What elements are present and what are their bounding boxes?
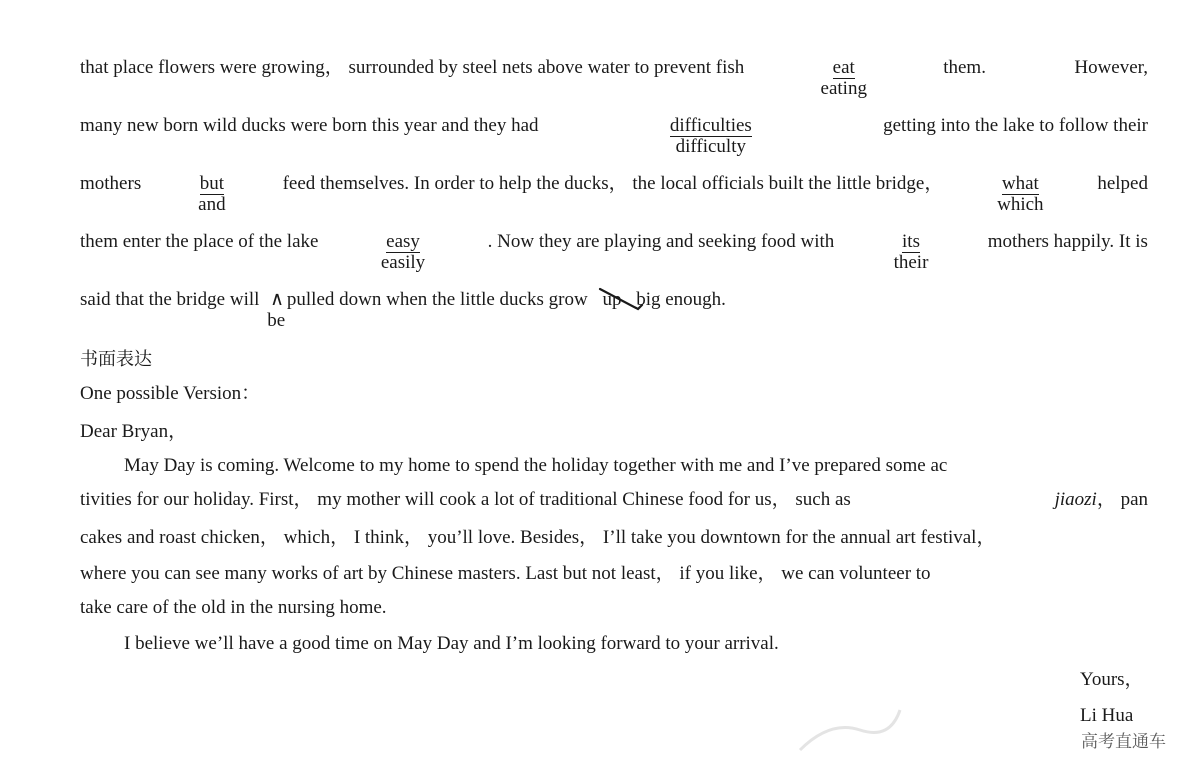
text-segment: cakes and roast chicken， which， I think， you’ll love. Besides， I’ll take you downtown for the annual art festival， — [80, 527, 996, 548]
insert-caret-mark — [267, 289, 286, 331]
watermark: 高考直通车 — [1081, 732, 1166, 752]
text-segment: However, — [1074, 57, 1148, 78]
version-label: One possible Version： — [80, 383, 261, 404]
letter-paragraph-2: I believe we’ll have a good time on May Day and I’m looking forward to your arrival. — [124, 633, 779, 654]
correction-word: and — [198, 194, 226, 215]
correction-line-3 — [80, 173, 1148, 215]
text-segment — [1055, 489, 1148, 511]
text-segment: feed themselves. In order to help the ducks， the local officials built the little bridge， — [282, 173, 944, 194]
correction-line-4 — [80, 231, 1148, 273]
text-segment: many new born wild ducks were born this year and they had — [80, 115, 539, 136]
closing: Yours， — [1080, 669, 1144, 690]
correction-word: which — [997, 194, 1044, 215]
correction-line-1 — [80, 57, 1148, 99]
italic-word: jiaozi — [1054, 489, 1097, 510]
text-segment: them. — [943, 57, 986, 78]
letter-paragraph-1-line-5: take care of the old in the nursing home. — [80, 597, 387, 618]
correction-mark — [997, 173, 1044, 215]
letter-paragraph-1-line-3 — [80, 527, 1148, 549]
correction-mark — [820, 57, 867, 99]
text-segment: . Now they are playing and seeking food with — [487, 231, 835, 252]
error-word: eat — [832, 57, 855, 78]
text-segment: May Day is coming. Welcome to my home to spend the holiday together with me and I’ve prepared some ac — [124, 455, 948, 476]
correction-mark — [669, 115, 752, 157]
text-segment: mothers happily. It is — [987, 231, 1148, 252]
signature: Li Hua — [1080, 705, 1134, 726]
inserted-word: be — [267, 310, 286, 331]
letter-paragraph-1-line-1 — [124, 455, 1138, 477]
salutation: Dear Bryan， — [80, 421, 188, 442]
correction-mark — [380, 231, 426, 273]
correction-mark — [893, 231, 929, 273]
deleted-word: up — [602, 289, 622, 310]
text-segment: mothers — [80, 173, 142, 194]
text-segment: them enter the place of the lake — [80, 231, 319, 252]
letter-paragraph-1-line-2 — [80, 489, 1148, 511]
correction-word: difficulty — [675, 136, 746, 157]
correction-line-2 — [80, 115, 1148, 157]
text-segment: said that the bridge will — [80, 289, 260, 310]
text-segment: helped — [1097, 173, 1148, 194]
text-segment: big enough. — [636, 289, 726, 310]
error-word: difficulties — [669, 115, 752, 136]
caret-symbol: ∧ — [270, 289, 285, 310]
error-word: what — [1001, 173, 1039, 194]
text-segment: getting into the lake to follow their — [883, 115, 1148, 136]
section-heading: 书面表达 — [80, 349, 152, 370]
text-segment: ， pan — [1096, 489, 1148, 510]
text-segment: pulled down when the little ducks grow — [286, 289, 588, 310]
text-segment: that place flowers were growing， surrounded by steel nets above water to prevent fish — [80, 57, 745, 78]
correction-word: easily — [380, 252, 426, 273]
strike-slash-icon — [598, 285, 644, 313]
error-word: easy — [386, 231, 420, 252]
error-word: its — [902, 231, 920, 252]
text-segment: where you can see many works of art by Chinese masters. Last but not least， if you like， we can volunteer to — [80, 563, 931, 584]
faint-scan-mark-icon — [790, 700, 910, 760]
error-word: but — [199, 173, 225, 194]
text-segment: tivities for our holiday. First， my mother will cook a lot of traditional Chinese food for us， such as — [80, 489, 851, 510]
letter-paragraph-1-line-4 — [80, 563, 1148, 585]
correction-word: eating — [820, 78, 867, 99]
deletion-mark — [602, 289, 621, 311]
correction-mark — [198, 173, 226, 215]
correction-line-5 — [80, 289, 1148, 331]
correction-word: their — [893, 252, 929, 273]
